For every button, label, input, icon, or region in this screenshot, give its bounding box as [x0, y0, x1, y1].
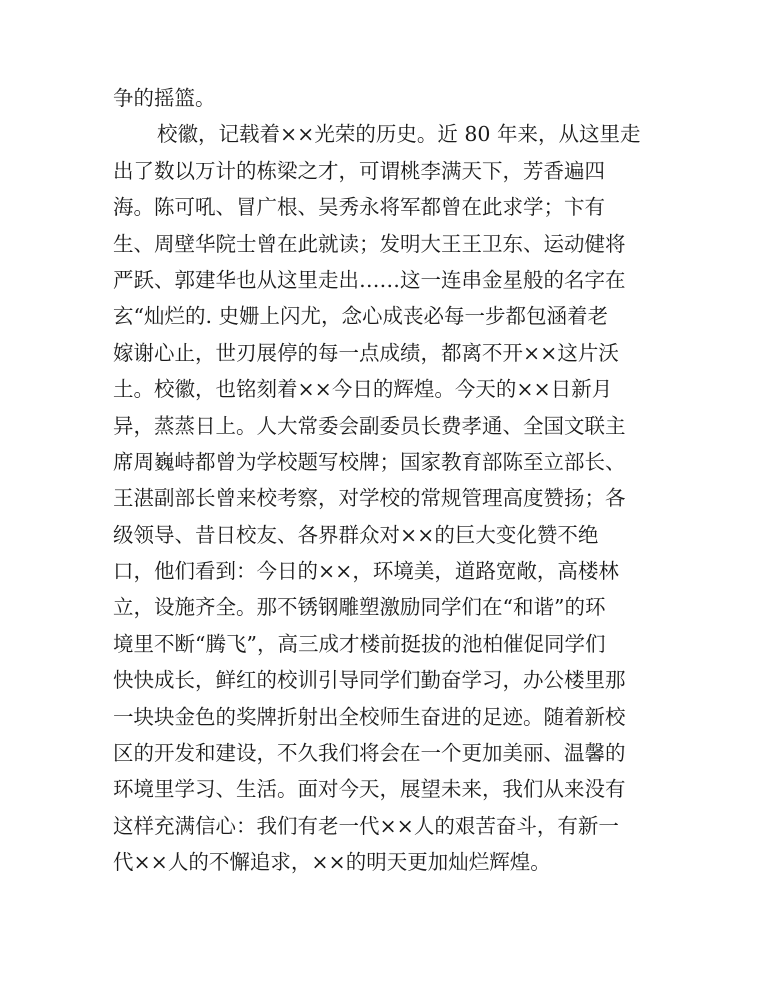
- text-line: 出了数以万计的栋梁之才，可谓桃李满天下，芳香遍四: [113, 158, 605, 183]
- text-line: 代××人的不懈追求，××的明天更加灿烂辉煌。: [113, 850, 551, 875]
- text-line: 王湛副部长曾来校考察，对学校的常规管理高度赞扬；各: [113, 486, 626, 511]
- text-line: 级领导、昔日校友、各界群众对××的巨大变化赞不绝: [113, 522, 599, 547]
- text-line: 校徽，记载着××光荣的历史。近 80 年来，从这里走: [157, 122, 641, 147]
- text-line: 海。陈可吼、冒广根、吴秀永将军都曾在此求学；卞有: [113, 195, 605, 220]
- text-line: 环境里学习、生活。面对今天，展望未来，我们从来没有: [113, 777, 626, 802]
- text-line: 土。校徽，也铭刻着××今日的辉煌。今天的××日新月: [113, 377, 613, 402]
- text-line: 区的开发和建设，不久我们将会在一个更加美丽、温馨的: [113, 741, 626, 766]
- text-line: 快快成长，鲜红的校训引导同学们勤奋学习，办公楼里那: [113, 668, 626, 693]
- text-line: 口，他们看到：今日的××，环境美，道路宽敞，高楼林: [113, 559, 619, 584]
- text-line: 这样充满信心：我们有老一代××人的艰苦奋斗，有新一: [113, 813, 619, 838]
- text-line: 生、周壁华院士曾在此就读；发明大王王卫东、运动健将: [113, 231, 626, 256]
- body-text: [113, 80, 653, 881]
- text-line: 一块块金色的奖牌折射出全校师生奋进的足迹。随着新校: [113, 704, 626, 729]
- text-line: 争的摇篮。: [113, 86, 216, 110]
- text-line: 玄“灿烂的. 史姗上闪尤，念心成丧必每一步都包涵着老: [113, 304, 609, 329]
- text-line: 严跃、郭建华也从这里走出……这一连串金星般的名字在: [113, 267, 626, 292]
- text-line: 嫁谢心止，世刃展停的每一点成绩，都离不开××这片沃: [113, 340, 619, 365]
- text-line: 境里不断“腾飞”，高三成才楼前挺拔的池柏催促同学们: [113, 631, 606, 656]
- text-line: 立，设施齐全。那不锈钢雕塑激励同学们在“和谐”的环: [113, 595, 606, 620]
- text-line: 异，蒸蒸日上。人大常委会副委员长费孝通、全国文联主: [113, 413, 626, 438]
- text-line: 席周巍峙都曾为学校题写校牌；国家教育部陈至立部长、: [113, 449, 626, 474]
